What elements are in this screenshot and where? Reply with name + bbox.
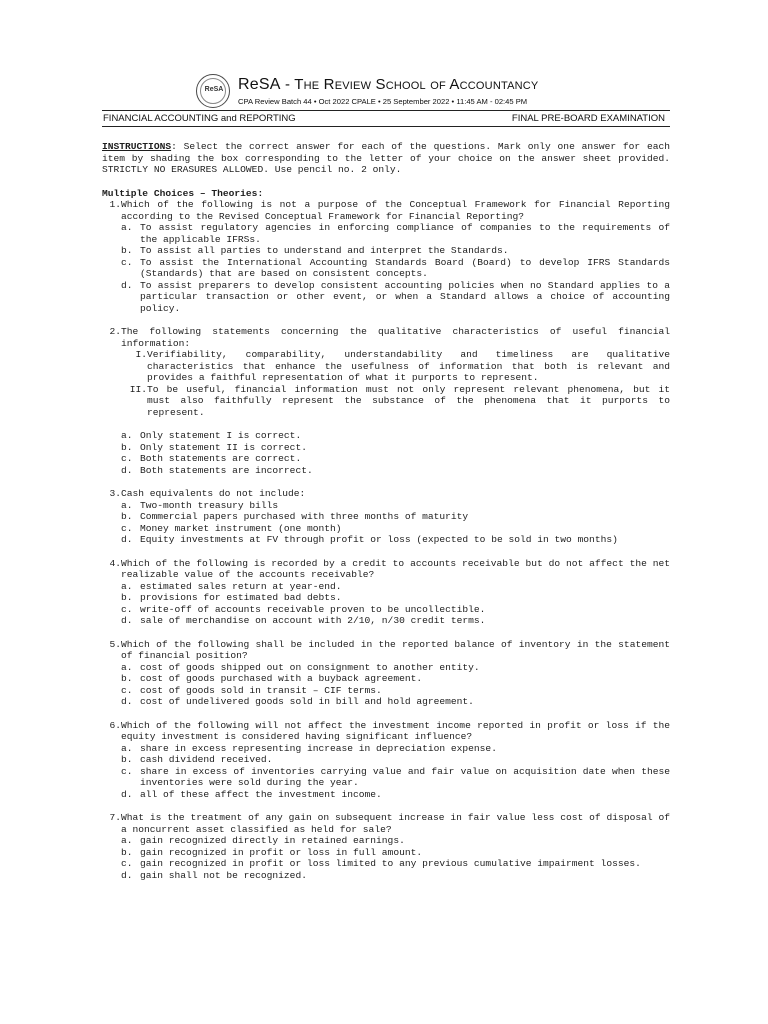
batch-line: CPA Review Batch 44 • Oct 2022 CPALE • 25 September 2022 • 11:45 AM - 02:45 PM [238, 97, 528, 106]
choice-c: c. write-off of accounts receivable proven to be uncollectible. [121, 603, 486, 615]
choice-a: a. Only statement I is correct. [121, 430, 302, 441]
choice-c: c. cost of goods sold in transit – CIF terms. [121, 684, 382, 696]
subject-title: FINANCIAL ACCOUNTING and REPORTING [103, 113, 296, 124]
question-number: 7. [109, 812, 121, 823]
choice-d: d. To assist preparers to develop consistent accounting policies when no Standard applies to a particular transaction or other event, or when a Standard allows a choice of accounting policy. [121, 279, 670, 314]
question-5 [102, 639, 670, 708]
question-text: Which of the following shall be included in the reported balance of inventory in the statement of financial position? [121, 638, 670, 661]
question-2 [102, 326, 670, 476]
choice-d: d. cost of undelivered goods sold in bill and hold agreement. [121, 696, 474, 707]
section-title: Multiple Choices – Theories: [102, 187, 264, 199]
exam-content [102, 141, 670, 881]
header-rule-bottom [102, 126, 670, 127]
question-text: The following statements concerning the qualitative characteristics of useful financial information: [121, 326, 670, 349]
choice-c: c. share in excess of inventories carrying value and fair value on acquisition date when these inventories were sold during the year. [121, 765, 670, 788]
question-number: 6. [109, 719, 121, 731]
instructions-label: INSTRUCTIONS [102, 141, 172, 152]
choice-a: a. Two-month treasury bills [121, 499, 279, 511]
seal-text: ReSA [204, 86, 224, 93]
school-name [238, 76, 538, 94]
school-full-name: - The Review School of Accountancy [280, 76, 539, 93]
choice-b: b. Commercial papers purchased with three months of maturity [121, 511, 469, 522]
question-text: What is the treatment of any gain on subsequent increase in fair value less cost of disposal of a noncurrent asset classified as held for sale? [121, 812, 670, 835]
question-6 [102, 720, 670, 801]
header-rule-top [102, 110, 670, 111]
choice-b: b. To assist all parties to understand and interpret the Standards. [121, 245, 509, 256]
choice-a: a. share in excess representing increase in depreciation expense. [121, 742, 497, 754]
instructions-text: : Select the correct answer for each of the questions. Mark only one answer for each item by shading the box corresponding to the letter of your choice on the answer sheet provided. STRICTLY NO ERASURES ALLOWED. Use pencil no. 2 only. [102, 141, 670, 175]
question-text: Which of the following will not affect the investment income reported in profit or loss if the equity investment is considered having significant influence? [121, 719, 670, 742]
choice-b: b. cash dividend received. [121, 754, 273, 765]
choice-d: d. sale of merchandise on account with 2/10, n/30 credit terms. [121, 615, 486, 626]
choice-c: c. Both statements are correct. [121, 453, 302, 464]
school-brand: ReSA [238, 76, 281, 93]
choice-d: d. gain shall not be recognized. [121, 869, 307, 881]
choice-b: b. provisions for estimated bad debts. [121, 592, 342, 603]
choice-d: d. all of these affect the investment income. [121, 788, 382, 800]
question-text: Which of the following is recorded by a credit to accounts receivable but do not affect the net realizable value of the accounts receivable? [121, 557, 670, 580]
question-number: 5. [109, 638, 121, 650]
choice-b: b. cost of goods purchased with a buyback agreement. [121, 673, 423, 684]
question-text: Cash equivalents do not include: [121, 488, 306, 499]
choice-c: c. To assist the International Accounting Standards Board (Board) to develop IFRS Standards (Standards) that are based on consistent concepts. [121, 256, 670, 279]
exam-title: FINAL PRE-BOARD EXAMINATION [511, 113, 665, 124]
choice-c: c. gain recognized in profit or loss limited to any previous cumulative impairment losses. [121, 858, 641, 869]
question-4 [102, 558, 670, 627]
question-1 [102, 199, 670, 314]
choice-d: d. Equity investments at FV through profit or loss (expected to be sold in two months) [121, 534, 618, 545]
question-number: 4. [109, 557, 121, 569]
page-header [196, 74, 696, 114]
question-number: 3. [109, 488, 121, 499]
question-3 [102, 488, 670, 546]
choice-b: b. Only statement II is correct. [121, 441, 307, 453]
choice-a: a. estimated sales return at year-end. [121, 580, 342, 592]
instructions [102, 141, 670, 176]
question-number: 1. [109, 199, 121, 210]
school-seal-logo [196, 74, 230, 108]
statement-1: I. Verifiability, comparability, understandability and timeliness are qualitative characteristics that enhance the usefulness of information that both is relevant and provides a faithful representation of what it purports to represent. [135, 349, 670, 383]
choice-a: a. cost of goods shipped out on consignment to another entity. [121, 661, 480, 673]
choice-b: b. gain recognized in profit or loss in full amount. [121, 846, 423, 858]
question-text: Which of the following is not a purpose of the Conceptual Framework for Financial Reporting according to the Revised Conceptual Framework for Financial Reporting? [121, 199, 670, 222]
question-7 [102, 812, 670, 881]
question-number: 2. [109, 326, 121, 337]
choice-a: a. To assist regulatory agencies in enforcing compliance of companies to the requirements of the applicable IFRSs. [121, 222, 670, 245]
statement-2: II. To be useful, financial information must not only represent relevant phenomena, but it must also faithfully represent the substance of the phenomena that it purports to represent. [129, 383, 670, 418]
choice-a: a. gain recognized directly in retained earnings. [121, 835, 405, 846]
choice-c: c. Money market instrument (one month) [121, 522, 342, 534]
choice-d: d. Both statements are incorrect. [121, 464, 313, 476]
